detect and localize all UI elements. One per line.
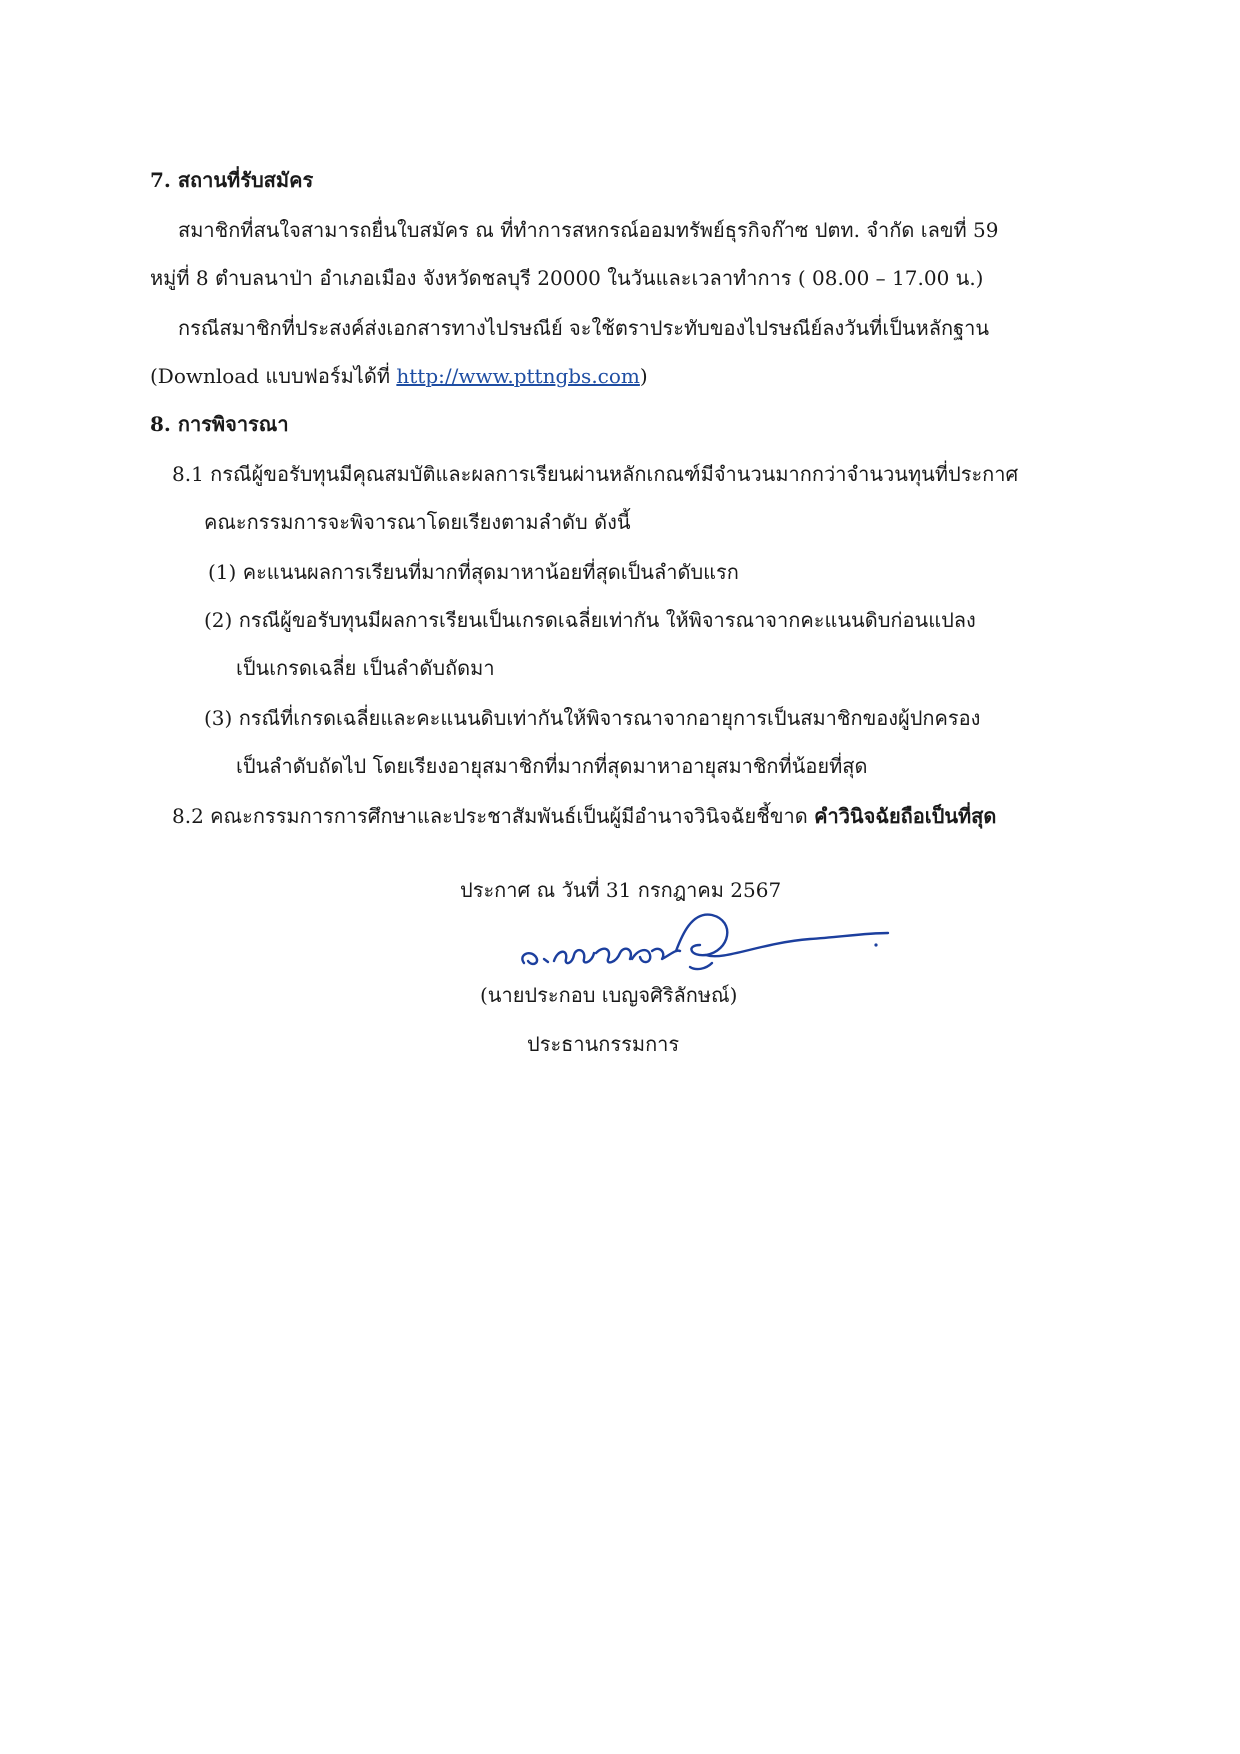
section-8-heading: 8. การพิจารณา [150, 412, 289, 436]
item-8-2-text: 8.2 คณะกรรมการการศึกษาและประชาสัมพันธ์เป็นผู้มีอำนาจวินิจฉัยชี้ขาด [172, 804, 815, 828]
download-note [150, 366, 648, 386]
item-8-1-line-1: 8.1 กรณีผู้ขอรับทุนมีคุณสมบัติและผลการเรียนผ่านหลักเกณฑ์มีจำนวนมากกว่าจำนวนทุนที่ประกาศ [172, 462, 1019, 486]
item-8-2-emphasis: คำวินิจฉัยถือเป็นที่สุด [814, 804, 997, 828]
section-7-paragraph-1-line-2: หมู่ที่ 8 ตำบลนาป่า อำเภอเมือง จังหวัดชลบุรี 20000 ในวันและเวลาทำการ ( 08.00 – 17.00 น.) [150, 266, 984, 290]
sub-item-1: (1) คะแนนผลการเรียนที่มากที่สุดมาหาน้อยที่สุดเป็นลำดับแรก [208, 560, 739, 584]
download-note-prefix: (Download แบบฟอร์มได้ที่ [150, 364, 397, 388]
sub-item-2-line-1: (2) กรณีผู้ขอรับทุนมีผลการเรียนเป็นเกรดเฉลี่ยเท่ากัน ให้พิจารณาจากคะแนนดิบก่อนแปลง [204, 608, 976, 632]
item-8-2 [172, 806, 996, 826]
sub-item-3-line-2: เป็นลำดับถัดไป โดยเรียงอายุสมาชิกที่มากที่สุดมาหาอายุสมาชิกที่น้อยที่สุด [236, 754, 868, 778]
sub-item-2-line-2: เป็นเกรดเฉลี่ย เป็นลำดับถัดมา [236, 656, 495, 680]
signer-title: ประธานกรรมการ [527, 1032, 680, 1056]
download-note-suffix: ) [639, 364, 648, 388]
section-7-paragraph-1-line-1: สมาชิกที่สนใจสามารถยื่นใบสมัคร ณ ที่ทำการสหกรณ์ออมทรัพย์ธุรกิจก๊าซ ปตท. จำกัด เลขที่ 59 [178, 218, 999, 242]
section-7-paragraph-2-line-1: กรณีสมาชิกที่ประสงค์ส่งเอกสารทางไปรษณีย์ จะใช้ตราประทับของไปรษณีย์ลงวันที่เป็นหลักฐาน [178, 316, 990, 340]
section-7-heading: 7. สถานที่รับสมัคร [150, 168, 314, 192]
signer-name: (นายประกอบ เบญจศิริลักษณ์) [480, 983, 738, 1007]
item-8-1-line-2: คณะกรรมการจะพิจารณาโดยเรียงตามลำดับ ดังนี้ [204, 510, 631, 534]
signature-image [510, 905, 890, 980]
sub-item-3-line-1: (3) กรณีที่เกรดเฉลี่ยและคะแนนดิบเท่ากันให้พิจารณาจากอายุการเป็นสมาชิกของผู้ปกครอง [204, 706, 981, 730]
website-link[interactable]: http://www.pttngbs.com [396, 364, 640, 388]
announcement-date: ประกาศ ณ วันที่ 31 กรกฎาคม 2567 [460, 878, 782, 902]
